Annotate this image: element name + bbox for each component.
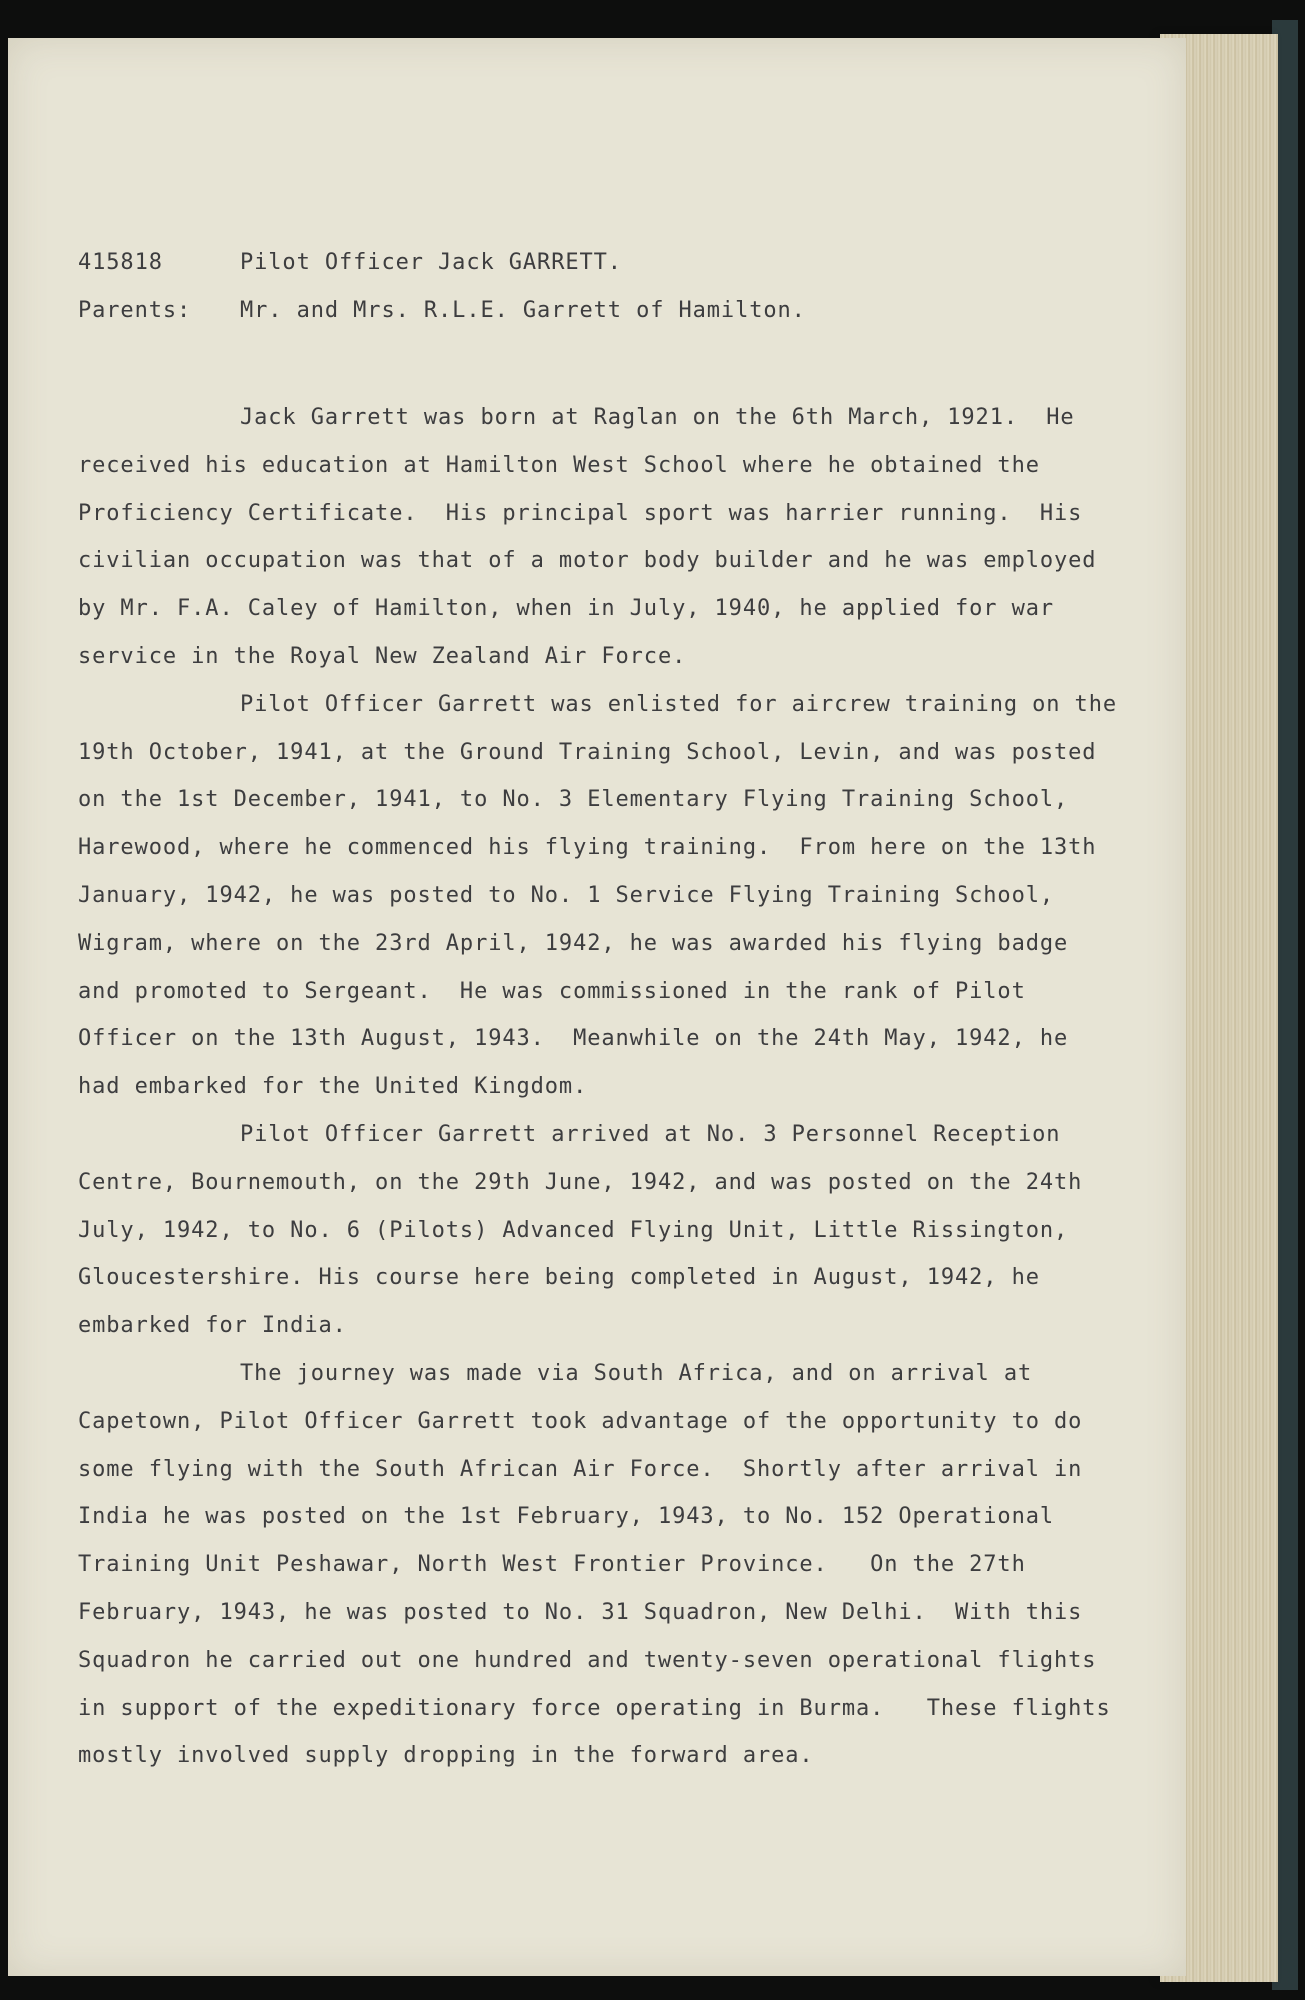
parents-label: Parents: <box>78 298 192 323</box>
text-line: Squadron he carried out one hundred and twenty-seven operational flights <box>78 1647 1097 1673</box>
spacer <box>78 346 1138 394</box>
paragraph-india <box>78 1350 1138 1780</box>
text-line: Harewood, where he commenced his flying training. From here on the 13th <box>78 835 1097 861</box>
text-line: February, 1943, he was posted to No. 31 Squadron, New Delhi. With this <box>78 1599 1083 1625</box>
text-line: July, 1942, to No. 6 (Pilots) Advanced Flying Unit, Little Rissington, <box>78 1217 1069 1243</box>
text-line: Centre, Bournemouth, on the 29th June, 1942, and was posted on the 24th <box>78 1169 1083 1195</box>
text-line: and promoted to Sergeant. He was commissioned in the rank of Pilot <box>78 978 1026 1004</box>
text-line: Training Unit Peshawar, North West Frontier Province. On the 27th <box>78 1552 1026 1578</box>
text-line: Officer on the 13th August, 1943. Meanwhile on the 24th May, 1942, he <box>78 1026 1069 1052</box>
typed-text-block <box>78 250 1138 1780</box>
text-line: on the 1st December, 1941, to No. 3 Elementary Flying Training School, <box>78 787 1069 813</box>
text-line: Gloucestershire. His course here being completed in August, 1942, he <box>78 1265 1040 1291</box>
paragraph-training <box>78 681 1138 1111</box>
paragraph-early-life <box>78 394 1138 681</box>
text-line: Pilot Officer Garrett arrived at No. 3 Personnel Reception <box>240 1121 1061 1147</box>
parents-value: Mr. and Mrs. R.L.E. Garrett of Hamilton. <box>240 298 806 323</box>
text-line: had embarked for the United Kingdom. <box>78 1074 588 1100</box>
airman-name: Pilot Officer Jack GARRETT. <box>240 250 622 275</box>
header-parents-row <box>78 298 1138 346</box>
text-line: mostly involved supply dropping in the forward area. <box>78 1743 814 1769</box>
text-line: The journey was made via South Africa, and on arrival at <box>240 1360 1033 1386</box>
paragraph-uk <box>78 1111 1138 1350</box>
text-line: some flying with the South African Air Force. Shortly after arrival in <box>78 1456 1083 1482</box>
text-line: Jack Garrett was born at Raglan on the 6th March, 1921. He <box>240 405 1075 430</box>
service-number: 415818 <box>78 250 163 275</box>
text-line: India he was posted on the 1st February, 1943, to No. 152 Operational <box>78 1504 1055 1530</box>
text-line: January, 1942, he was posted to No. 1 Service Flying Training School, <box>78 882 1055 908</box>
text-line: civilian occupation was that of a motor body builder and he was employed <box>78 548 1097 574</box>
text-line: in support of the expeditionary force operating in Burma. These flights <box>78 1695 1111 1721</box>
text-line: received his education at Hamilton West School where he obtained the <box>78 452 1040 478</box>
text-line: service in the Royal New Zealand Air Force. <box>78 643 687 669</box>
text-line: Wigram, where on the 23rd April, 1942, he was awarded his flying badge <box>78 930 1069 956</box>
text-line: Capetown, Pilot Officer Garrett took advantage of the opportunity to do <box>78 1408 1083 1434</box>
header-name-row <box>78 250 1138 298</box>
text-line: Proficiency Certificate. His principal sport was harrier running. His <box>78 500 1083 526</box>
text-line: 19th October, 1941, at the Ground Training School, Levin, and was posted <box>78 739 1097 765</box>
text-line: embarked for India. <box>78 1313 347 1339</box>
text-line: by Mr. F.A. Caley of Hamilton, when in July, 1940, he applied for war <box>78 596 1055 622</box>
text-line: Pilot Officer Garrett was enlisted for aircrew training on the <box>240 691 1117 717</box>
